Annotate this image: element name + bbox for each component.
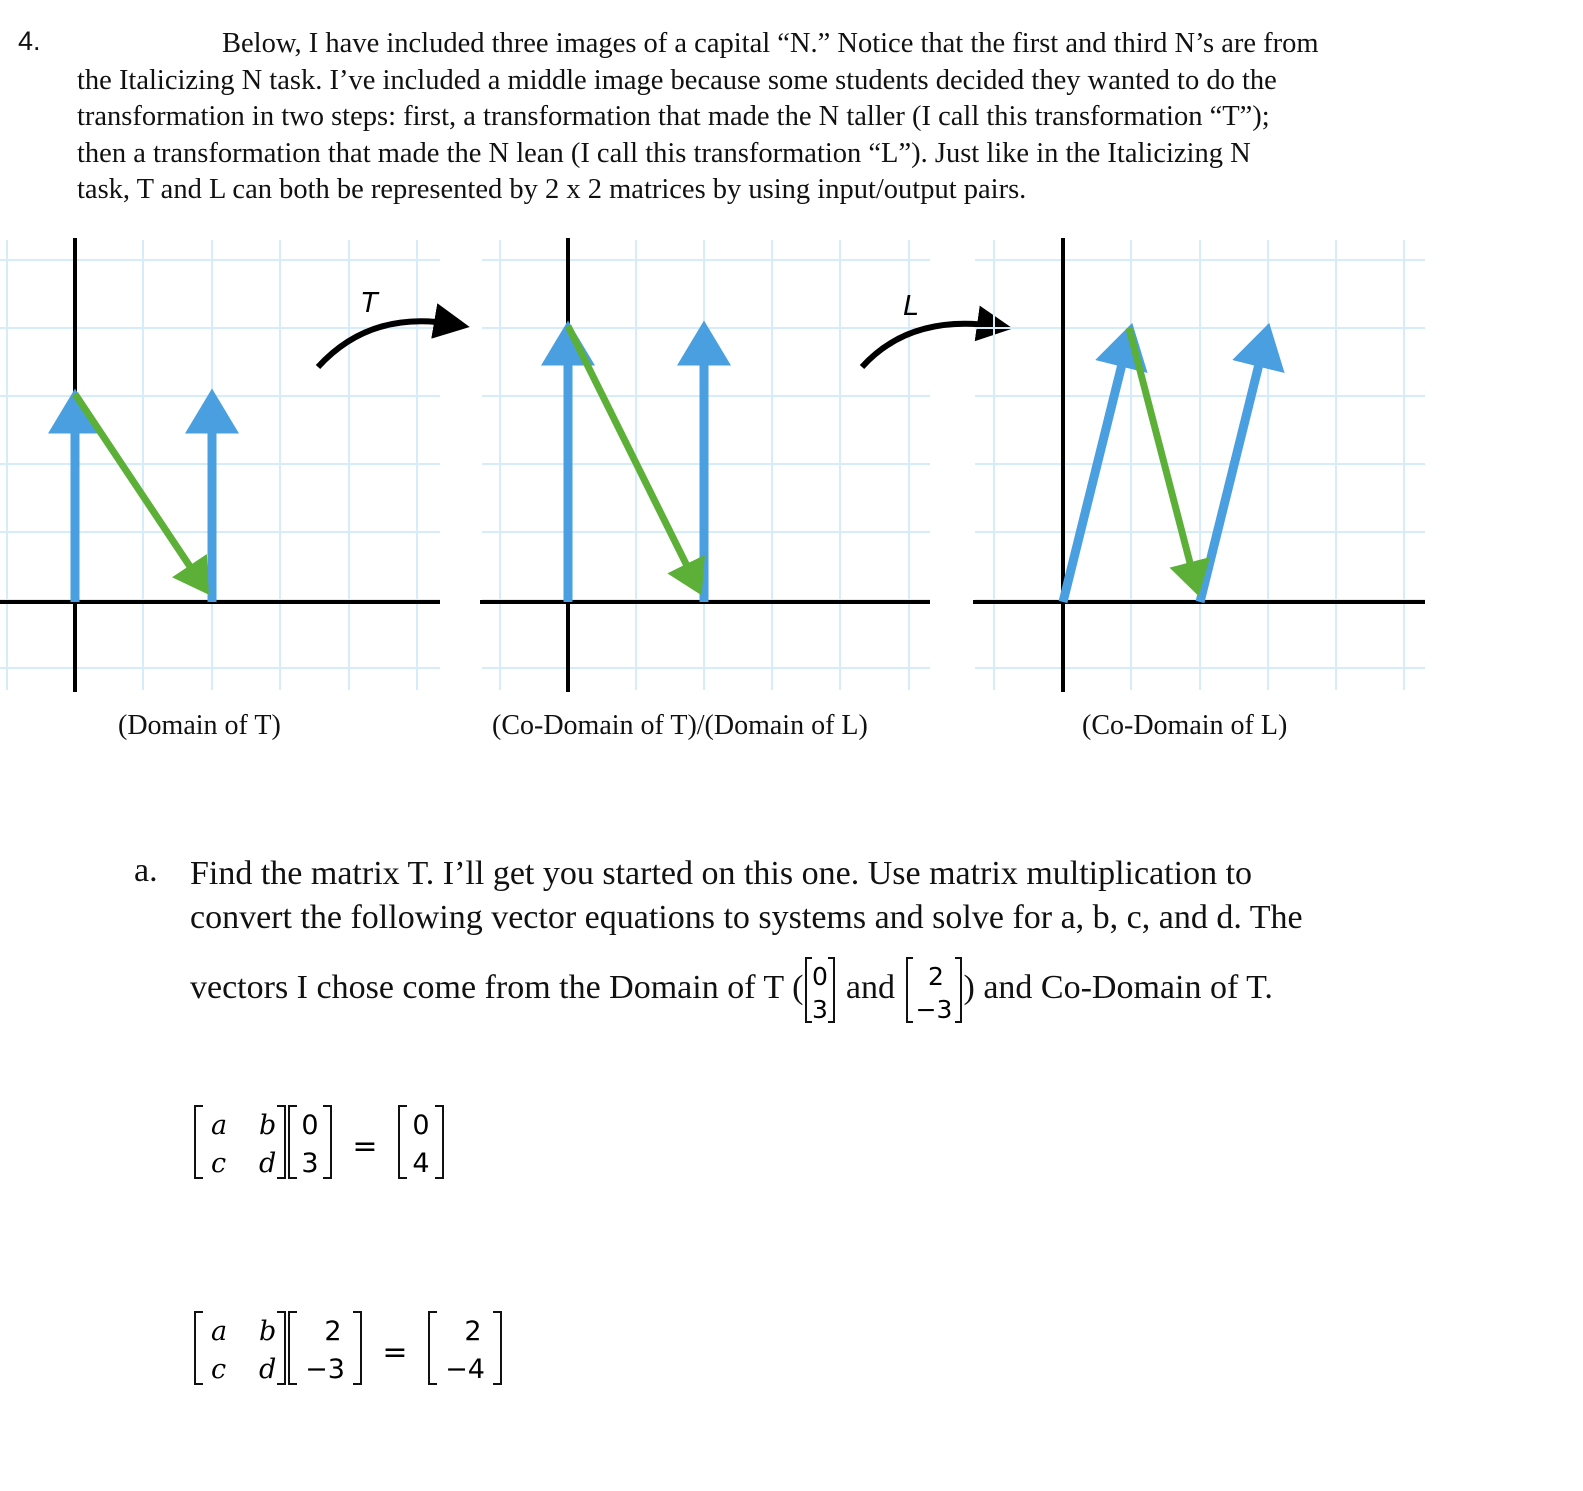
panel-codomain-l	[973, 238, 1425, 692]
n-transformation-figure	[0, 230, 1583, 710]
eq2-b: b	[259, 1316, 277, 1347]
eq1-a: a	[211, 1110, 228, 1141]
eq1-in-bottom: 3	[301, 1148, 319, 1179]
eq2-d: d	[259, 1354, 277, 1385]
panel-codomain-t	[480, 238, 930, 692]
eq2-equals: =	[382, 1335, 408, 1370]
line3-post: ) and Co-Domain of T.	[963, 968, 1273, 1006]
grid-panel-3	[975, 240, 1425, 690]
inline-vec1-bottom: 3	[812, 995, 829, 1024]
part-a-line-3	[190, 954, 1480, 1026]
eq2-out-bottom: −4	[445, 1354, 485, 1385]
inline-vec2-bottom: −3	[915, 995, 952, 1024]
eq2-c: c	[211, 1354, 227, 1385]
green-vector-3	[1129, 328, 1196, 586]
line3-pre: vectors I chose come from the Domain of T (	[190, 968, 804, 1006]
inline-vec1-top: 0	[812, 962, 829, 991]
eq1-out-bottom: 4	[412, 1148, 430, 1179]
blue-vector-left-3	[1063, 336, 1129, 602]
green-vector-1	[75, 394, 203, 586]
eq1-in-top: 0	[301, 1110, 319, 1141]
part-a-line-1: Find the matrix T. I’ll get you started on this one. Use matrix multiplication to	[190, 855, 1253, 892]
inline-vector-2	[904, 954, 964, 1026]
question-number: 4.	[18, 26, 41, 56]
intro-line-4: then a transformation that made the N lean (I call this transformation “L”). Just like in the Italicizing N	[77, 137, 1251, 169]
caption-codomain-l: (Co-Domain of L)	[1082, 710, 1288, 741]
part-a-line-2: convert the following vector equations to systems and solve for a, b, c, and d. The	[190, 899, 1303, 936]
intro-line-5: task, T and L can both be represented by 2 x 2 matrices by using input/output pairs.	[77, 174, 1027, 205]
line3-and: and	[837, 968, 904, 1006]
equation-2	[185, 1304, 545, 1394]
green-vector-2	[568, 326, 697, 586]
eq2-in-top: 2	[324, 1316, 342, 1347]
eq2-a: a	[211, 1316, 228, 1347]
question-intro	[77, 26, 1472, 209]
blue-vector-right-3	[1200, 336, 1266, 602]
inline-vec2-top: 2	[927, 962, 944, 991]
eq1-out-top: 0	[412, 1110, 430, 1141]
equation-1	[185, 1098, 485, 1188]
intro-line-1: Below, I have included three images of a capital “N.” Notice that the first and third N’s are from	[222, 28, 1319, 59]
intro-line-2: the Italicizing N task. I’ve included a middle image because some students decided they wanted to do the	[77, 64, 1277, 96]
part-a-text	[190, 852, 1480, 1026]
inline-vector-1	[803, 954, 837, 1026]
eq1-equals: =	[352, 1129, 378, 1164]
eq1-d: d	[259, 1148, 277, 1179]
arrow-label-l: L	[903, 290, 920, 322]
eq1-b: b	[259, 1110, 277, 1141]
intro-line-3: transformation in two steps: first, a transformation that made the N taller (I call this transformation “T”);	[77, 101, 1270, 132]
eq1-c: c	[211, 1148, 227, 1179]
part-a-label: a.	[134, 852, 158, 889]
eq2-in-bottom: −3	[305, 1354, 345, 1385]
eq2-out-top: 2	[464, 1316, 482, 1347]
transform-arrow-l	[862, 324, 995, 367]
caption-domain-t: (Domain of T)	[118, 710, 281, 741]
arrow-label-t: T	[360, 287, 378, 319]
caption-codomain-t-domain-l: (Co-Domain of T)/(Domain of L)	[492, 710, 868, 741]
